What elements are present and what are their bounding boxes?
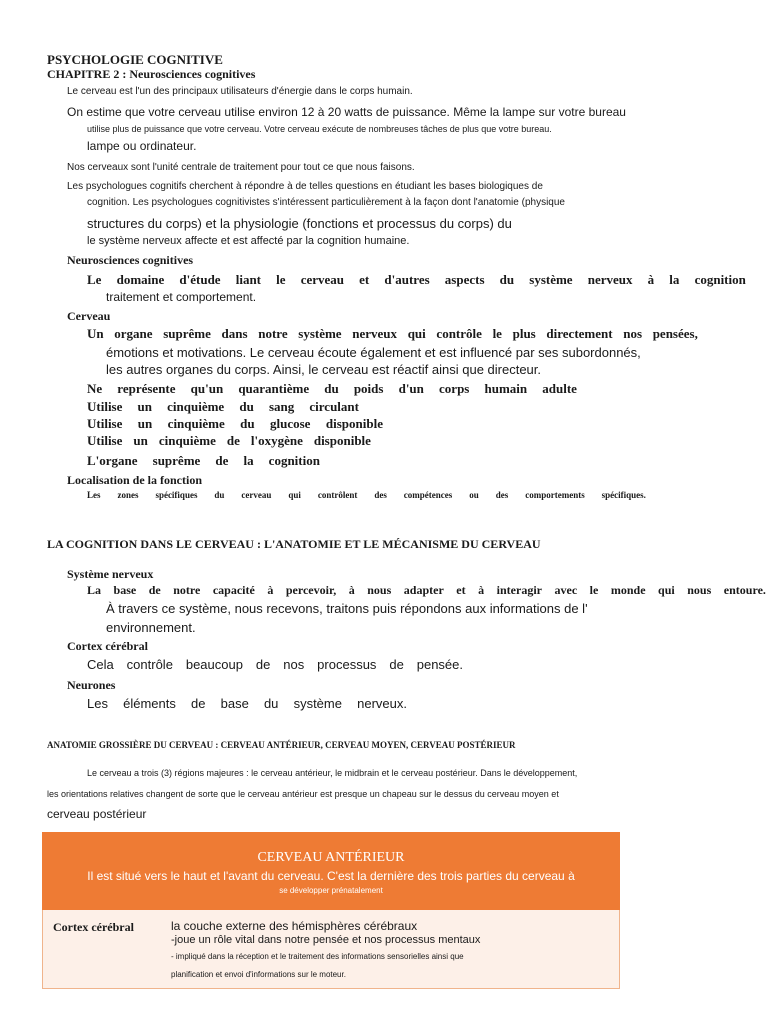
word: organe	[114, 326, 153, 341]
intro-line: cognition. Les psychologues cognitivistes s'intéressent particulièrement à la façon dont l'anatomie (physique	[87, 197, 565, 208]
word: quarantième	[238, 381, 310, 396]
word: directement	[546, 326, 613, 341]
word: Utilise	[87, 416, 123, 431]
intro-bullet-4	[67, 181, 543, 192]
word: de	[255, 657, 271, 672]
word: un	[137, 416, 153, 431]
neurones-title: Neurones	[67, 678, 116, 692]
word: le	[276, 272, 286, 287]
intro-line: utilise plus de puissance que votre cerveau. Votre cerveau exécute de nombreuses tâches de plus que votre bureau.	[87, 124, 552, 134]
word: cognition	[268, 453, 320, 468]
word: compétences	[403, 490, 453, 500]
intro-text: Nos cerveaux sont l'unité centrale de traitement pour tout ce que nous faisons.	[67, 162, 415, 173]
word: comportements	[525, 490, 585, 500]
word: un	[133, 433, 148, 448]
section-heading: ANATOMIE GROSSIÈRE DU CERVEAU : CERVEAU ANTÉRIEUR, CERVEAU MOYEN, CERVEAU POSTÉRIEUR	[47, 740, 516, 750]
intro-bullet-2	[67, 105, 626, 119]
word: du	[214, 490, 225, 500]
word: à	[348, 583, 355, 597]
word: capacité	[212, 583, 255, 597]
word: base	[220, 696, 249, 711]
cerveau-definition	[87, 326, 698, 342]
word: nous	[367, 583, 392, 597]
word: contrôlent	[317, 490, 358, 500]
word: adulte	[542, 381, 577, 396]
cerveau-heading	[67, 309, 110, 324]
word: et	[456, 583, 466, 597]
intro-text: On estime que votre cerveau utilise environ 12 à 20 watts de puissance. Même la lampe sur votre bureau	[67, 105, 626, 119]
word: sang	[268, 399, 295, 414]
word: d'un	[398, 381, 424, 396]
word: et	[359, 272, 370, 287]
word: Un	[87, 326, 104, 341]
word: qu'un	[190, 381, 224, 396]
localisation-definition	[87, 490, 646, 500]
row-label: Cortex cérébral	[53, 920, 134, 934]
word: domaine	[116, 272, 165, 287]
word: suprême	[152, 453, 201, 468]
word: beaucoup	[185, 657, 243, 672]
intro-bullet-3	[67, 162, 415, 173]
word: d'autres	[384, 272, 430, 287]
chapter-title: CHAPITRE 2 : Neurosciences cognitives	[47, 67, 256, 81]
word: de	[226, 433, 240, 448]
systeme-definition	[87, 583, 766, 598]
paragraph-line: les orientations relatives changent de sorte que le cerveau antérieur est presque un chapeau sur le dessus du cerveau moyen et	[47, 789, 559, 799]
word: de	[215, 453, 229, 468]
word: système	[529, 272, 573, 287]
word: ou	[469, 490, 479, 500]
word: processus	[317, 657, 377, 672]
word: suprême	[163, 326, 211, 341]
word: nerveux.	[357, 696, 407, 711]
word: nos	[283, 657, 305, 672]
word: qui	[288, 490, 301, 500]
word: à	[478, 583, 485, 597]
word: notre	[258, 326, 288, 341]
word: monde	[610, 583, 646, 597]
word: percevoir,	[285, 583, 337, 597]
word: cinquième	[167, 416, 225, 431]
word: contrôle	[436, 326, 482, 341]
intro-line: lampe ou ordinateur.	[87, 139, 197, 153]
word: nerveux	[352, 326, 398, 341]
word: Utilise	[87, 433, 123, 448]
cerveau-definition-cont: émotions et motivations. Le cerveau écoute également et est influencé par ses subordonnés,	[106, 345, 641, 360]
word: corps	[439, 381, 470, 396]
localisation-title: Localisation de la fonction	[67, 473, 203, 487]
localisation-heading	[67, 473, 202, 488]
word: plus	[512, 326, 536, 341]
word: à	[267, 583, 274, 597]
word: notre	[173, 583, 201, 597]
word: disponible	[313, 433, 371, 448]
neurones-heading	[67, 678, 115, 693]
word: aspects	[444, 272, 485, 287]
forebrain-table	[42, 832, 620, 988]
systeme-definition-cont: environnement.	[106, 620, 196, 635]
row-text: -joue un rôle vital dans notre pensée et nos processus mentaux	[171, 934, 481, 946]
word: de	[148, 583, 161, 597]
neuro-heading	[67, 253, 193, 268]
row-text: la couche externe des hémisphères cérébraux	[171, 919, 418, 933]
forebrain-subtitle-cont: se développer prénatalement	[279, 886, 383, 895]
word: glucose	[270, 416, 311, 431]
word: L'organe	[87, 453, 138, 468]
word: nous	[687, 583, 712, 597]
word: la	[669, 272, 680, 287]
neuro-definition	[87, 272, 746, 288]
systeme-heading	[67, 567, 153, 582]
word: du	[324, 381, 339, 396]
word: Cela	[87, 657, 114, 672]
word: cerveau	[241, 490, 272, 500]
word: Les	[87, 490, 101, 500]
word: représente	[117, 381, 176, 396]
neuro-definition-cont: traitement et comportement.	[106, 290, 257, 304]
neuro-title: Neurosciences cognitives	[67, 253, 194, 267]
paragraph-line: cerveau postérieur	[47, 807, 147, 821]
word: de	[389, 657, 404, 672]
word: pensées,	[652, 326, 698, 341]
row-text: - impliqué dans la réception et le traitement des informations sensorielles ainsi que	[171, 952, 464, 961]
forebrain-subtitle: Il est situé vers le haut et l'avant du cerveau. C'est la dernière des trois parties du cerveau à	[87, 869, 575, 883]
intro-line: structures du corps) et la physiologie (fonctions et processus du corps) du	[87, 216, 512, 231]
cerveau-definition-cont: les autres organes du corps. Ainsi, le cerveau est réactif ainsi que directeur.	[106, 362, 542, 377]
word: de	[191, 696, 206, 711]
word: la	[243, 453, 254, 468]
forebrain-title: CERVEAU ANTÉRIEUR	[257, 850, 405, 865]
word: zones	[117, 490, 139, 500]
forebrain-table-row	[42, 910, 620, 989]
word: un	[137, 399, 152, 414]
section-heading: LA COGNITION DANS LE CERVEAU : L'ANATOMIE ET LE MÉCANISME DU CERVEAU	[47, 537, 541, 551]
fact-line	[87, 381, 577, 397]
word: du	[239, 399, 254, 414]
word: du	[240, 416, 255, 431]
word: à	[647, 272, 655, 287]
word: des	[495, 490, 509, 500]
intro-text: Les psychologues cognitifs cherchent à répondre à de telles questions en étudiant les bases biologiques de	[67, 181, 543, 192]
word: des	[374, 490, 387, 500]
word: du	[263, 696, 279, 711]
word: qui	[658, 583, 675, 597]
fact-line	[87, 416, 383, 432]
word: La	[87, 583, 102, 597]
word: du	[499, 272, 515, 287]
word: qui	[407, 326, 426, 341]
systeme-definition-cont: À travers ce système, nous recevons, traitons puis répondons aux informations de l'	[106, 601, 588, 616]
fact-line	[87, 399, 359, 415]
cortex-definition	[87, 657, 463, 672]
forebrain-table-header	[42, 832, 620, 910]
word: cognition	[694, 272, 746, 287]
intro-line: le système nerveux affecte et est affecté par la cognition humaine.	[87, 235, 410, 247]
word: système	[293, 696, 342, 711]
word: le	[492, 326, 502, 341]
word: pensée.	[416, 657, 463, 672]
intro-bullet-1	[67, 86, 413, 97]
cortex-title: Cortex cérébral	[67, 639, 148, 653]
word: cinquième	[158, 433, 216, 448]
word: avec	[554, 583, 578, 597]
word: poids	[353, 381, 384, 396]
word: d'étude	[179, 272, 221, 287]
document-title: PSYCHOLOGIE COGNITIVE	[47, 52, 223, 67]
word: Ne	[87, 381, 103, 396]
paragraph-line: Le cerveau a trois (3) régions majeures : le cerveau antérieur, le midbrain et le cerveau postérieur. Dans le développement,	[87, 768, 578, 778]
word: base	[113, 583, 137, 597]
word: circulant	[309, 399, 359, 414]
systeme-title: Système nerveux	[67, 567, 154, 581]
word: Le	[87, 272, 102, 287]
word: dans	[221, 326, 248, 341]
word: cerveau	[300, 272, 344, 287]
word: cinquième	[167, 399, 225, 414]
row-text: planification et envoi d'informations sur le moteur.	[171, 970, 346, 979]
word: disponible	[325, 416, 383, 431]
fact-line	[87, 453, 320, 469]
word: nos	[623, 326, 643, 341]
word: contrôle	[126, 657, 173, 672]
word: le	[589, 583, 599, 597]
word: nerveux	[587, 272, 633, 287]
word: Utilise	[87, 399, 123, 414]
word: entoure.	[723, 583, 766, 597]
word: spécifiques	[155, 490, 198, 500]
neurones-definition	[87, 696, 407, 711]
word: humain	[484, 381, 528, 396]
word: Les	[87, 696, 108, 711]
word: l'oxygène	[250, 433, 303, 448]
word: éléments	[123, 696, 176, 711]
cerveau-title: Cerveau	[67, 309, 111, 323]
word: liant	[235, 272, 262, 287]
fact-line	[87, 433, 371, 449]
cortex-heading	[67, 639, 148, 654]
word: système	[298, 326, 342, 341]
intro-text: Le cerveau est l'un des principaux utilisateurs d'énergie dans le corps humain.	[67, 86, 413, 97]
word: spécifiques.	[601, 490, 646, 500]
word: adapter	[403, 583, 444, 597]
word: interagir	[496, 583, 542, 597]
